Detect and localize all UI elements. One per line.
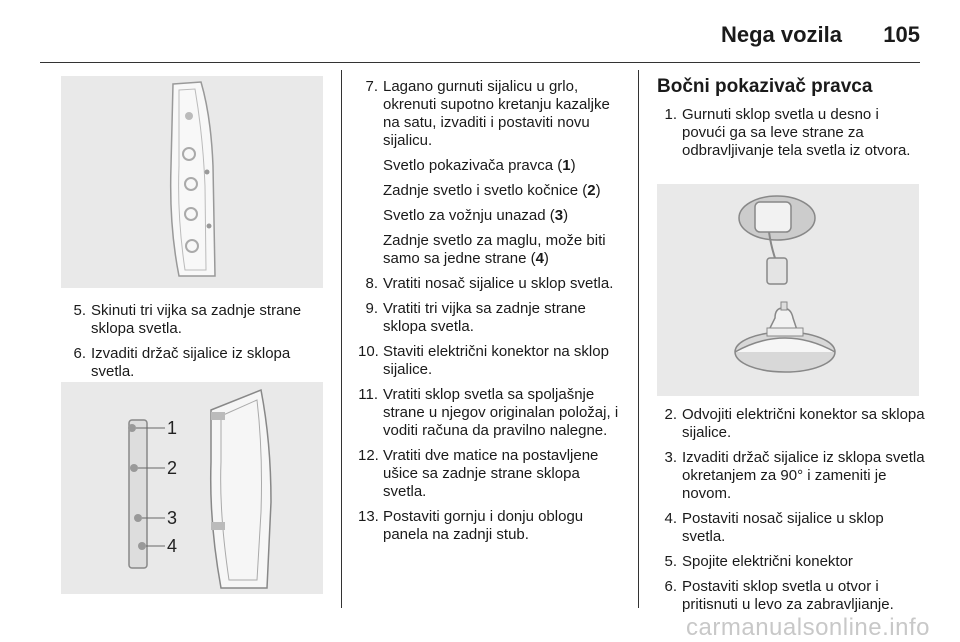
- step-number: 6.: [664, 578, 677, 595]
- column-1-text: [66, 302, 326, 388]
- step-text: Izvaditi držač sijalice iz sklopa svetla.: [91, 345, 291, 380]
- bulb-holder-figure: [61, 382, 323, 594]
- step-text: Izvaditi držač sijalice iz sklopa svetla okretanjem za 90° i zameniti je novom.: [682, 449, 925, 502]
- list-item: [657, 553, 925, 571]
- page-number: 105: [883, 22, 920, 47]
- step-number: 2.: [664, 406, 677, 423]
- step-number: 7.: [365, 78, 378, 95]
- header-rule: [40, 62, 920, 63]
- column-divider: [341, 70, 342, 608]
- list-item: [358, 386, 626, 440]
- side-indicator-figure: [657, 184, 919, 396]
- step-text: Postaviti gornju i donju oblogu panela na zadnji stub.: [383, 508, 584, 543]
- list-item: [657, 578, 925, 614]
- step-number: 4.: [664, 510, 677, 527]
- list-item: [657, 510, 925, 546]
- step-number: 5.: [73, 302, 86, 319]
- list-item: [358, 275, 626, 293]
- step-number: 8.: [365, 275, 378, 292]
- tail-lamp-back-figure: [61, 76, 323, 288]
- list-item: [657, 106, 925, 160]
- step-text: Vratiti tri vijka sa zadnje strane sklopa svetla.: [383, 300, 586, 335]
- step-text: Lagano gurnuti sijalicu u grlo, okrenuti supotno kretanju kazaljke na satu, izvaditi i postaviti novu sijalicu.: [383, 78, 610, 149]
- step-text: Vratiti dve matice na postavljene ušice sa zadnje strane sklopa svetla.: [383, 447, 599, 500]
- step-text: Spojite električni konektor: [682, 553, 853, 570]
- bulb-list-item: Svetlo za vožnju unazad (3): [383, 207, 569, 224]
- step-text: Skinuti tri vijka sa zadnje strane sklopa svetla.: [91, 302, 302, 337]
- step-number: 6.: [73, 345, 86, 362]
- list-item: [358, 508, 626, 544]
- step-text: Vratiti nosač sijalice u sklop svetla.: [383, 275, 614, 292]
- step-text: Gurnuti sklop svetla u desno i povući ga sa leve strane za odbravljivanje tela svetla iz otvora.: [682, 106, 911, 159]
- step-number: 10.: [358, 343, 379, 360]
- list-item: [358, 78, 626, 150]
- list-item: [657, 406, 925, 442]
- bulb-list-item: Svetlo pokazivača pravca (1): [383, 157, 576, 174]
- step-text: Vratiti sklop svetla sa spoljašnje strane u njegov originalan položaj, i voditi računa da pravilno nalegne.: [383, 386, 619, 439]
- callout-1: 1: [167, 418, 178, 438]
- step-number: 9.: [365, 300, 378, 317]
- column-divider: [638, 70, 639, 608]
- step-number: 1.: [664, 106, 677, 123]
- section-heading: Bočni pokazivač pravca: [657, 76, 873, 97]
- column-2-text: [358, 78, 626, 551]
- list-item: [66, 302, 326, 338]
- watermark: carmanualsonline.info: [686, 614, 930, 641]
- list-item: [66, 345, 326, 381]
- step-text: Staviti električni konektor na sklop sijalice.: [383, 343, 609, 378]
- column-3-steps: [657, 406, 925, 621]
- list-item: [657, 449, 925, 503]
- section-title: Nega vozila: [720, 22, 842, 47]
- page-header: [0, 0, 960, 62]
- step-number: 12.: [358, 447, 379, 464]
- step-number: 5.: [664, 553, 677, 570]
- callout-3: 3: [167, 508, 178, 528]
- callout-4: 4: [167, 536, 178, 556]
- step-number: 11.: [358, 386, 378, 403]
- column-3-text: [657, 76, 925, 167]
- bulb-list-item: Zadnje svetlo za maglu, može biti samo sa jedne strane (4): [383, 232, 606, 267]
- step-number: 3.: [664, 449, 677, 466]
- step-text: Odvojiti električni konektor sa sklopa sijalice.: [682, 406, 925, 441]
- step-text: Postaviti nosač sijalice u sklop svetla.: [682, 510, 884, 545]
- step-number: 13.: [358, 508, 379, 525]
- list-item: [358, 447, 626, 501]
- bulb-list-item: Zadnje svetlo i svetlo kočnice (2): [383, 182, 601, 199]
- list-item: [358, 300, 626, 336]
- list-item: [358, 343, 626, 379]
- step-text: Postaviti sklop svetla u otvor i pritisnuti u levo za zabravljianje.: [682, 578, 894, 613]
- callout-2: 2: [167, 458, 178, 478]
